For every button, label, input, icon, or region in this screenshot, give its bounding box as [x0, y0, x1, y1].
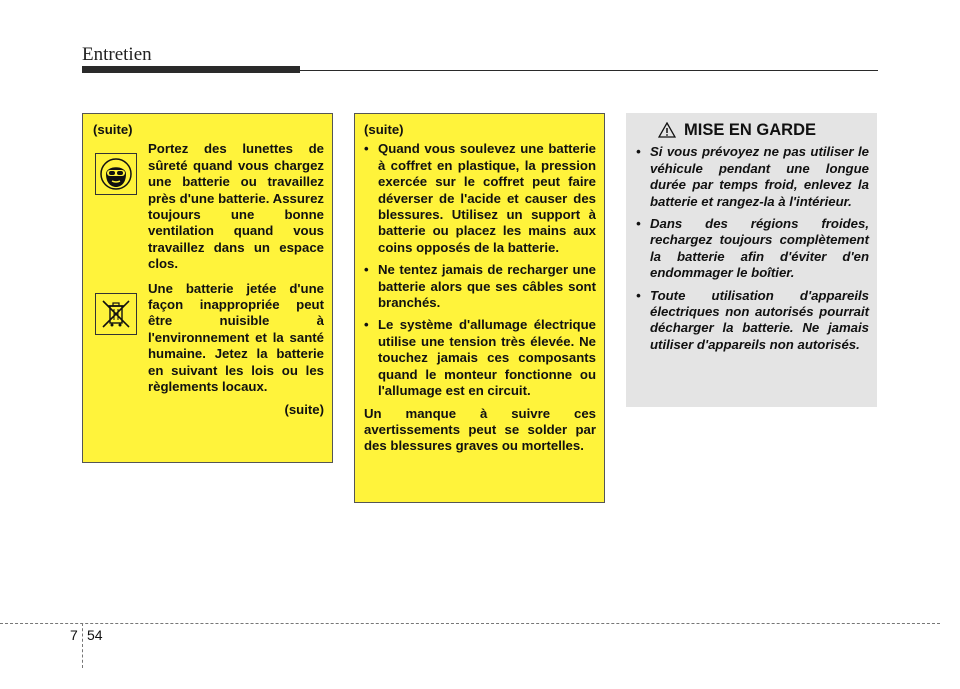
battery-warnings-box — [354, 113, 605, 503]
list-item: • Dans des régions froides, rechargez toujours complètement la batterie afin d'éviter d'en endommager le boîtier. — [636, 216, 869, 282]
disposal-paragraph — [93, 281, 324, 396]
crossed-out-bin-icon — [95, 293, 137, 335]
footer-divider — [82, 623, 83, 668]
continued-label: (suite) — [284, 401, 324, 417]
continued-label: (suite) — [93, 122, 133, 137]
goggles-text: Portez des lunettes de sûreté quand vous chargez une batterie ou travaillez près d'une batterie. Assurez toujours une bonne ventilation quand vous travaillez dans un espace clos. — [148, 141, 324, 272]
caution-title: MISE EN GARDE — [684, 121, 817, 139]
page-number: 54 — [87, 627, 103, 643]
continued-label: (suite) — [364, 122, 404, 137]
section-number: 7 — [70, 627, 78, 643]
battery-safety-box — [82, 113, 333, 463]
caution-box — [626, 113, 877, 407]
list-item: • Si vous prévoyez ne pas utiliser le véhicule pendant une longue durée par temps froid, enlevez la batterie et rangez-la à l'intérieur. — [636, 144, 869, 210]
footer-rule — [0, 623, 940, 624]
caution-list — [636, 144, 869, 353]
header-rule — [300, 70, 878, 71]
list-item: • Quand vous soulevez une batterie à coffret en plastique, la pression exercée sur le coffret peut faire déverser de l'acide et causer des blessures. Utilisez un support à batterie ou placez les mains aux coins opposés de la batterie. — [364, 141, 596, 256]
caution-heading — [658, 122, 869, 138]
warning-list — [364, 141, 596, 399]
closing-warning: Un manque à suivre ces avertissements peut se solder par des blessures graves ou mortelles. — [364, 405, 596, 454]
header-bar — [82, 66, 300, 73]
list-item: • Ne tentez jamais de recharger une batterie alors que ses câbles sont branchés. — [364, 262, 596, 311]
list-item: • Le système d'allumage électrique utilise une tension très élevée. Ne touchez jamais ces composants quand le monteur fonctionne ou l'allumage est en circuit. — [364, 317, 596, 399]
goggles-paragraph — [93, 141, 324, 272]
list-item: • Toute utilisation d'appareils électriques non autorisés pourrait décharger la batterie. Ne jamais utiliser d'appareils non autorisés. — [636, 288, 869, 354]
section-title: Entretien — [82, 44, 152, 65]
warning-triangle-icon — [658, 122, 676, 138]
disposal-text: Une batterie jetée d'une façon inappropriée peut être nuisible à l'environnement et la santé humaine. Jetez la batterie en suivant les lois ou les règlements locaux. — [148, 280, 324, 395]
safety-goggles-icon — [95, 153, 137, 195]
